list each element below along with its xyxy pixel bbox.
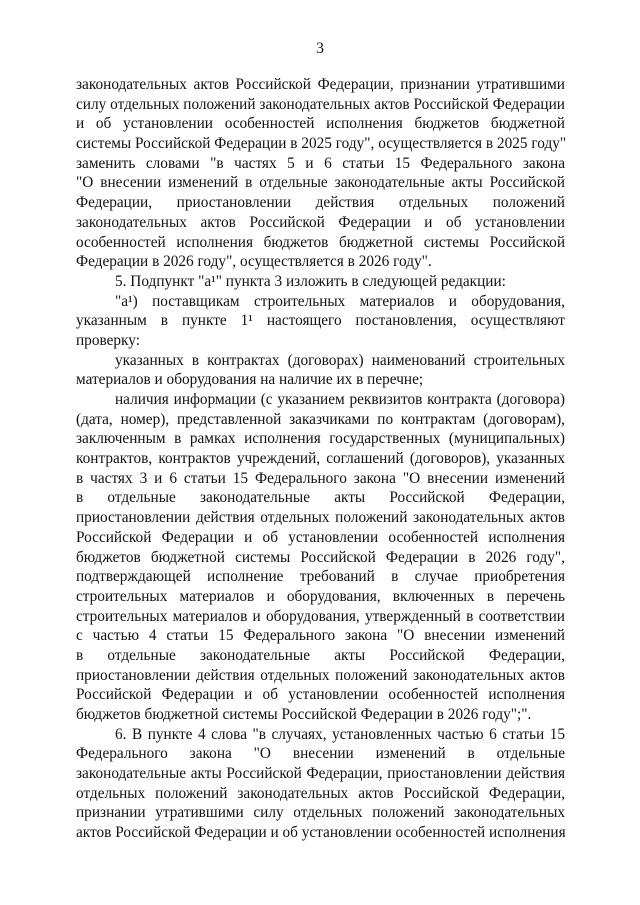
text-line: силу отдельных положений законодательных актов Российской Федерации [76, 95, 565, 113]
text-line: строительных материалов и оборудования, утвержденный в соответствии [76, 607, 565, 625]
text-line: заключенным в рамках исполнения государственных (муниципальных) [76, 430, 565, 448]
text-line: "О внесении изменений в отдельные законодательные акты Российской [76, 174, 565, 192]
text-line: (дата, номер), представленной заказчиками по контрактам (договорам), [76, 410, 565, 428]
text-line: 6. В пункте 4 слова "в случаях, установленных частью 6 статьи 15 [115, 725, 565, 743]
text-line: отдельных положений законодательных актов Российской Федерации, [76, 784, 565, 802]
text-line: заменить словами "в частях 5 и 6 статьи 15 Федерального закона [76, 154, 565, 172]
text-line: указанных в контрактах (договорах) наименований строительных [115, 351, 565, 369]
text-line: в отдельные законодательные акты Российской Федерации, [76, 489, 565, 507]
text-line: законодательных актов Российской Федерации, признании утратившими [76, 76, 565, 93]
text-line: наличия информации (с указанием реквизитов контракта (договора) [115, 391, 565, 408]
text-line: признании утратившими силу отдельных положений законодательных [76, 804, 565, 822]
text-line: и об установлении особенностей исполнения бюджетов бюджетной [76, 115, 565, 133]
text-line: с частью 4 статьи 15 Федерального закона "О внесении изменений [76, 627, 565, 645]
text-line: Российской Федерации и об установлении особенностей исполнения [76, 686, 565, 704]
text-line: строительных материалов и оборудования, включенных в перечень [76, 587, 565, 605]
text-line: бюджетов бюджетной системы Российской Федерации в 2026 году";". [76, 706, 532, 723]
text-line: Российской Федерации и об установлении особенностей исполнения [76, 528, 565, 546]
text-line: законодательных актов Российской Федерации и об установлении [76, 213, 565, 231]
page-number: 3 [316, 40, 324, 57]
text-line: "а¹) поставщикам строительных материалов и оборудования, [115, 292, 565, 310]
text-line: в частях 3 и 6 статьи 15 Федерального закона "О внесении изменений [76, 469, 565, 487]
text-line: контрактов, контрактов учреждений, соглашений (договоров), указанных [76, 450, 565, 468]
text-line: указанным в пункте 1¹ настоящего постановления, осуществляют [76, 312, 565, 330]
text-line: 5. Подпункт "а¹" пункта 3 изложить в следующей редакции: [115, 272, 506, 290]
document-body [76, 75, 565, 843]
text-line: приостановлении действия отдельных положений законодательных актов [76, 666, 565, 684]
text-line: бюджетов бюджетной системы Российской Федерации в 2026 году", [76, 548, 565, 566]
text-line: особенностей исполнения бюджетов бюджетной системы Российской [76, 233, 565, 251]
text-line: актов Российской Федерации и об установлении особенностей исполнения [76, 824, 566, 842]
text-line: в отдельные законодательные акты Российской Федерации, [76, 646, 565, 664]
text-line: Федерации, приостановлении действия отдельных положений [76, 194, 565, 212]
text-line: материалов и оборудования на наличие их в перечне; [76, 371, 424, 389]
text-line: законодательные акты Российской Федерации, приостановлении действия [76, 765, 565, 783]
text-line: Федерального закона "О внесении изменений в отдельные [76, 745, 565, 763]
text-line: Федерации в 2026 году", осуществляется в 2026 году". [76, 253, 432, 271]
text-line: приостановлении действия отдельных положений законодательных актов [76, 509, 565, 527]
text-line: проверку: [76, 331, 140, 349]
text-line: подтверждающей исполнение требований в случае приобретения [76, 568, 565, 586]
text-line: системы Российской Федерации в 2025 году", осуществляется в 2025 году" [76, 135, 567, 153]
